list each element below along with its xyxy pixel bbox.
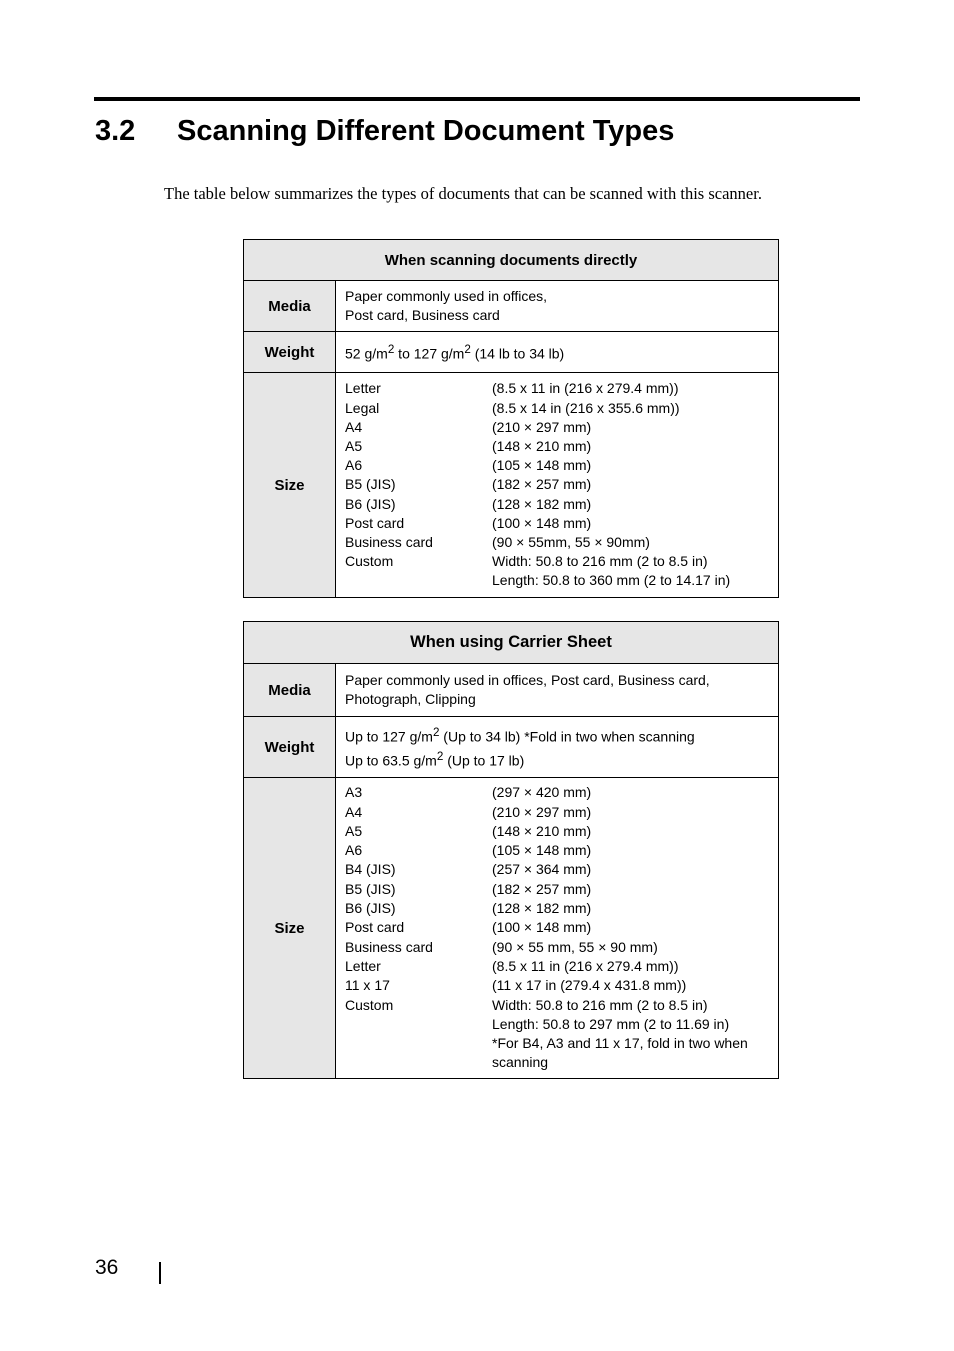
size-name: Post card (345, 919, 405, 936)
weight-text: (Up to 34 lb) *Fold in two when scanning (439, 728, 695, 745)
size-dimensions: (100 × 148 mm) (492, 514, 592, 531)
size-name (345, 1034, 492, 1053)
weight-text: Up to 63.5 g/m (345, 752, 437, 769)
size-dimensions: (182 × 257 mm) (492, 880, 592, 897)
size-dimensions: Length: 50.8 to 360 mm (2 to 14.17 in) (492, 572, 731, 589)
superscript: 2 (387, 343, 395, 357)
weight-line (345, 747, 769, 771)
superscript: 2 (464, 343, 471, 357)
size-name: Letter (345, 380, 381, 397)
size-value (336, 778, 779, 1079)
size-name: Business card (345, 534, 433, 550)
size-dimensions: (128 × 182 mm) (492, 495, 592, 512)
direct-scan-table (243, 239, 779, 598)
weight-text: to 127 g/m (394, 345, 465, 362)
section-title: Scanning Different Document Types (177, 115, 675, 147)
size-name: Custom (345, 996, 394, 1013)
weight-line (345, 723, 769, 747)
size-name: A5 (345, 822, 363, 839)
weight-label: Weight (244, 332, 336, 373)
size-name: 11 x 17 (345, 977, 390, 994)
size-name: B4 (JIS) (345, 861, 396, 878)
section-heading (95, 115, 674, 148)
media-label: Media (244, 281, 336, 332)
weight-label: Weight (244, 717, 336, 778)
size-dimensions: (257 × 364 mm) (492, 861, 592, 878)
size-list (345, 379, 769, 590)
size-dimensions: (8.5 x 14 in (216 x 355.6 mm)) (492, 399, 680, 416)
media-label: Media (244, 664, 336, 717)
size-list (345, 783, 769, 1072)
header-rule (94, 97, 860, 101)
size-dimensions: (100 × 148 mm) (492, 919, 592, 936)
size-name: Legal (345, 399, 380, 416)
weight-text: (Up to 17 lb) (443, 752, 525, 769)
size-name (345, 1015, 492, 1034)
section-number: 3.2 (95, 115, 136, 147)
intro-text: The table below summarizes the types of documents that can be scanned with this scanner. (164, 184, 762, 203)
weight-text: 52 g/m (345, 345, 388, 362)
table-title: When scanning documents directly (244, 240, 779, 281)
size-dimensions: (8.5 x 11 in (216 x 279.4 mm)) (492, 380, 679, 397)
size-dimensions: (148 × 210 mm) (492, 437, 592, 454)
size-name: B6 (JIS) (345, 495, 396, 512)
size-label: Size (244, 373, 336, 598)
size-name: A3 (345, 784, 363, 801)
weight-value (336, 332, 779, 373)
size-dimensions: (11 x 17 in (279.4 x 431.8 mm)) (492, 977, 687, 994)
footer-divider (159, 1262, 161, 1284)
size-dimensions: (128 × 182 mm) (492, 900, 592, 917)
size-name: B6 (JIS) (345, 900, 396, 917)
page-number: 36 (95, 1256, 119, 1279)
media-value (336, 281, 779, 332)
size-dimensions: (297 × 420 mm) (492, 784, 592, 801)
size-name: Letter (345, 957, 381, 974)
media-value (336, 664, 779, 717)
superscript: 2 (432, 726, 440, 740)
size-name: B5 (JIS) (345, 476, 396, 493)
size-dimensions: (90 × 55mm, 55 × 90mm) (492, 534, 650, 550)
size-label: Size (244, 778, 336, 1079)
weight-text: Up to 127 g/m (345, 728, 433, 745)
size-name (345, 571, 492, 590)
superscript: 2 (436, 750, 444, 763)
size-dimensions: (90 × 55 mm, 55 × 90 mm) (492, 938, 658, 955)
size-dimensions: Width: 50.8 to 216 mm (2 to 8.5 in) (492, 996, 708, 1013)
size-dimensions: (210 × 297 mm) (492, 803, 592, 820)
media-line: Paper commonly used in offices, (345, 287, 548, 304)
size-dimensions: Length: 50.8 to 297 mm (2 to 11.69 in) (492, 1015, 730, 1032)
size-dimensions: (105 × 148 mm) (492, 457, 592, 474)
size-name: Post card (345, 514, 405, 531)
size-name: A4 (345, 803, 363, 820)
carrier-sheet-table (243, 621, 779, 1079)
size-name (345, 1053, 492, 1072)
size-dimensions: *For B4, A3 and 11 x 17, fold in two when (492, 1035, 748, 1052)
size-dimensions: (8.5 x 11 in (216 x 279.4 mm)) (492, 957, 679, 974)
size-value (336, 373, 779, 598)
size-name: A4 (345, 418, 363, 435)
size-name: Business card (345, 938, 433, 955)
size-name: Custom (345, 553, 394, 570)
table-title: When using Carrier Sheet (244, 622, 779, 664)
size-dimensions: Width: 50.8 to 216 mm (2 to 8.5 in) (492, 553, 708, 570)
size-name: A6 (345, 842, 363, 859)
size-dimensions: (210 × 297 mm) (492, 418, 592, 435)
size-dimensions: (105 × 148 mm) (492, 842, 592, 859)
weight-value (336, 717, 779, 778)
size-dimensions: (148 × 210 mm) (492, 822, 592, 839)
size-dimensions: (182 × 257 mm) (492, 476, 592, 493)
weight-text: (14 lb to 34 lb) (470, 345, 565, 362)
size-name: A6 (345, 457, 363, 474)
size-name: B5 (JIS) (345, 880, 396, 897)
media-line: Post card, Business card (345, 307, 500, 323)
size-dimensions: scanning (492, 1054, 549, 1071)
media-line: Photograph, Clipping (345, 691, 476, 707)
media-line: Paper commonly used in offices, Post card, Business card, (345, 671, 710, 688)
size-name: A5 (345, 437, 363, 454)
